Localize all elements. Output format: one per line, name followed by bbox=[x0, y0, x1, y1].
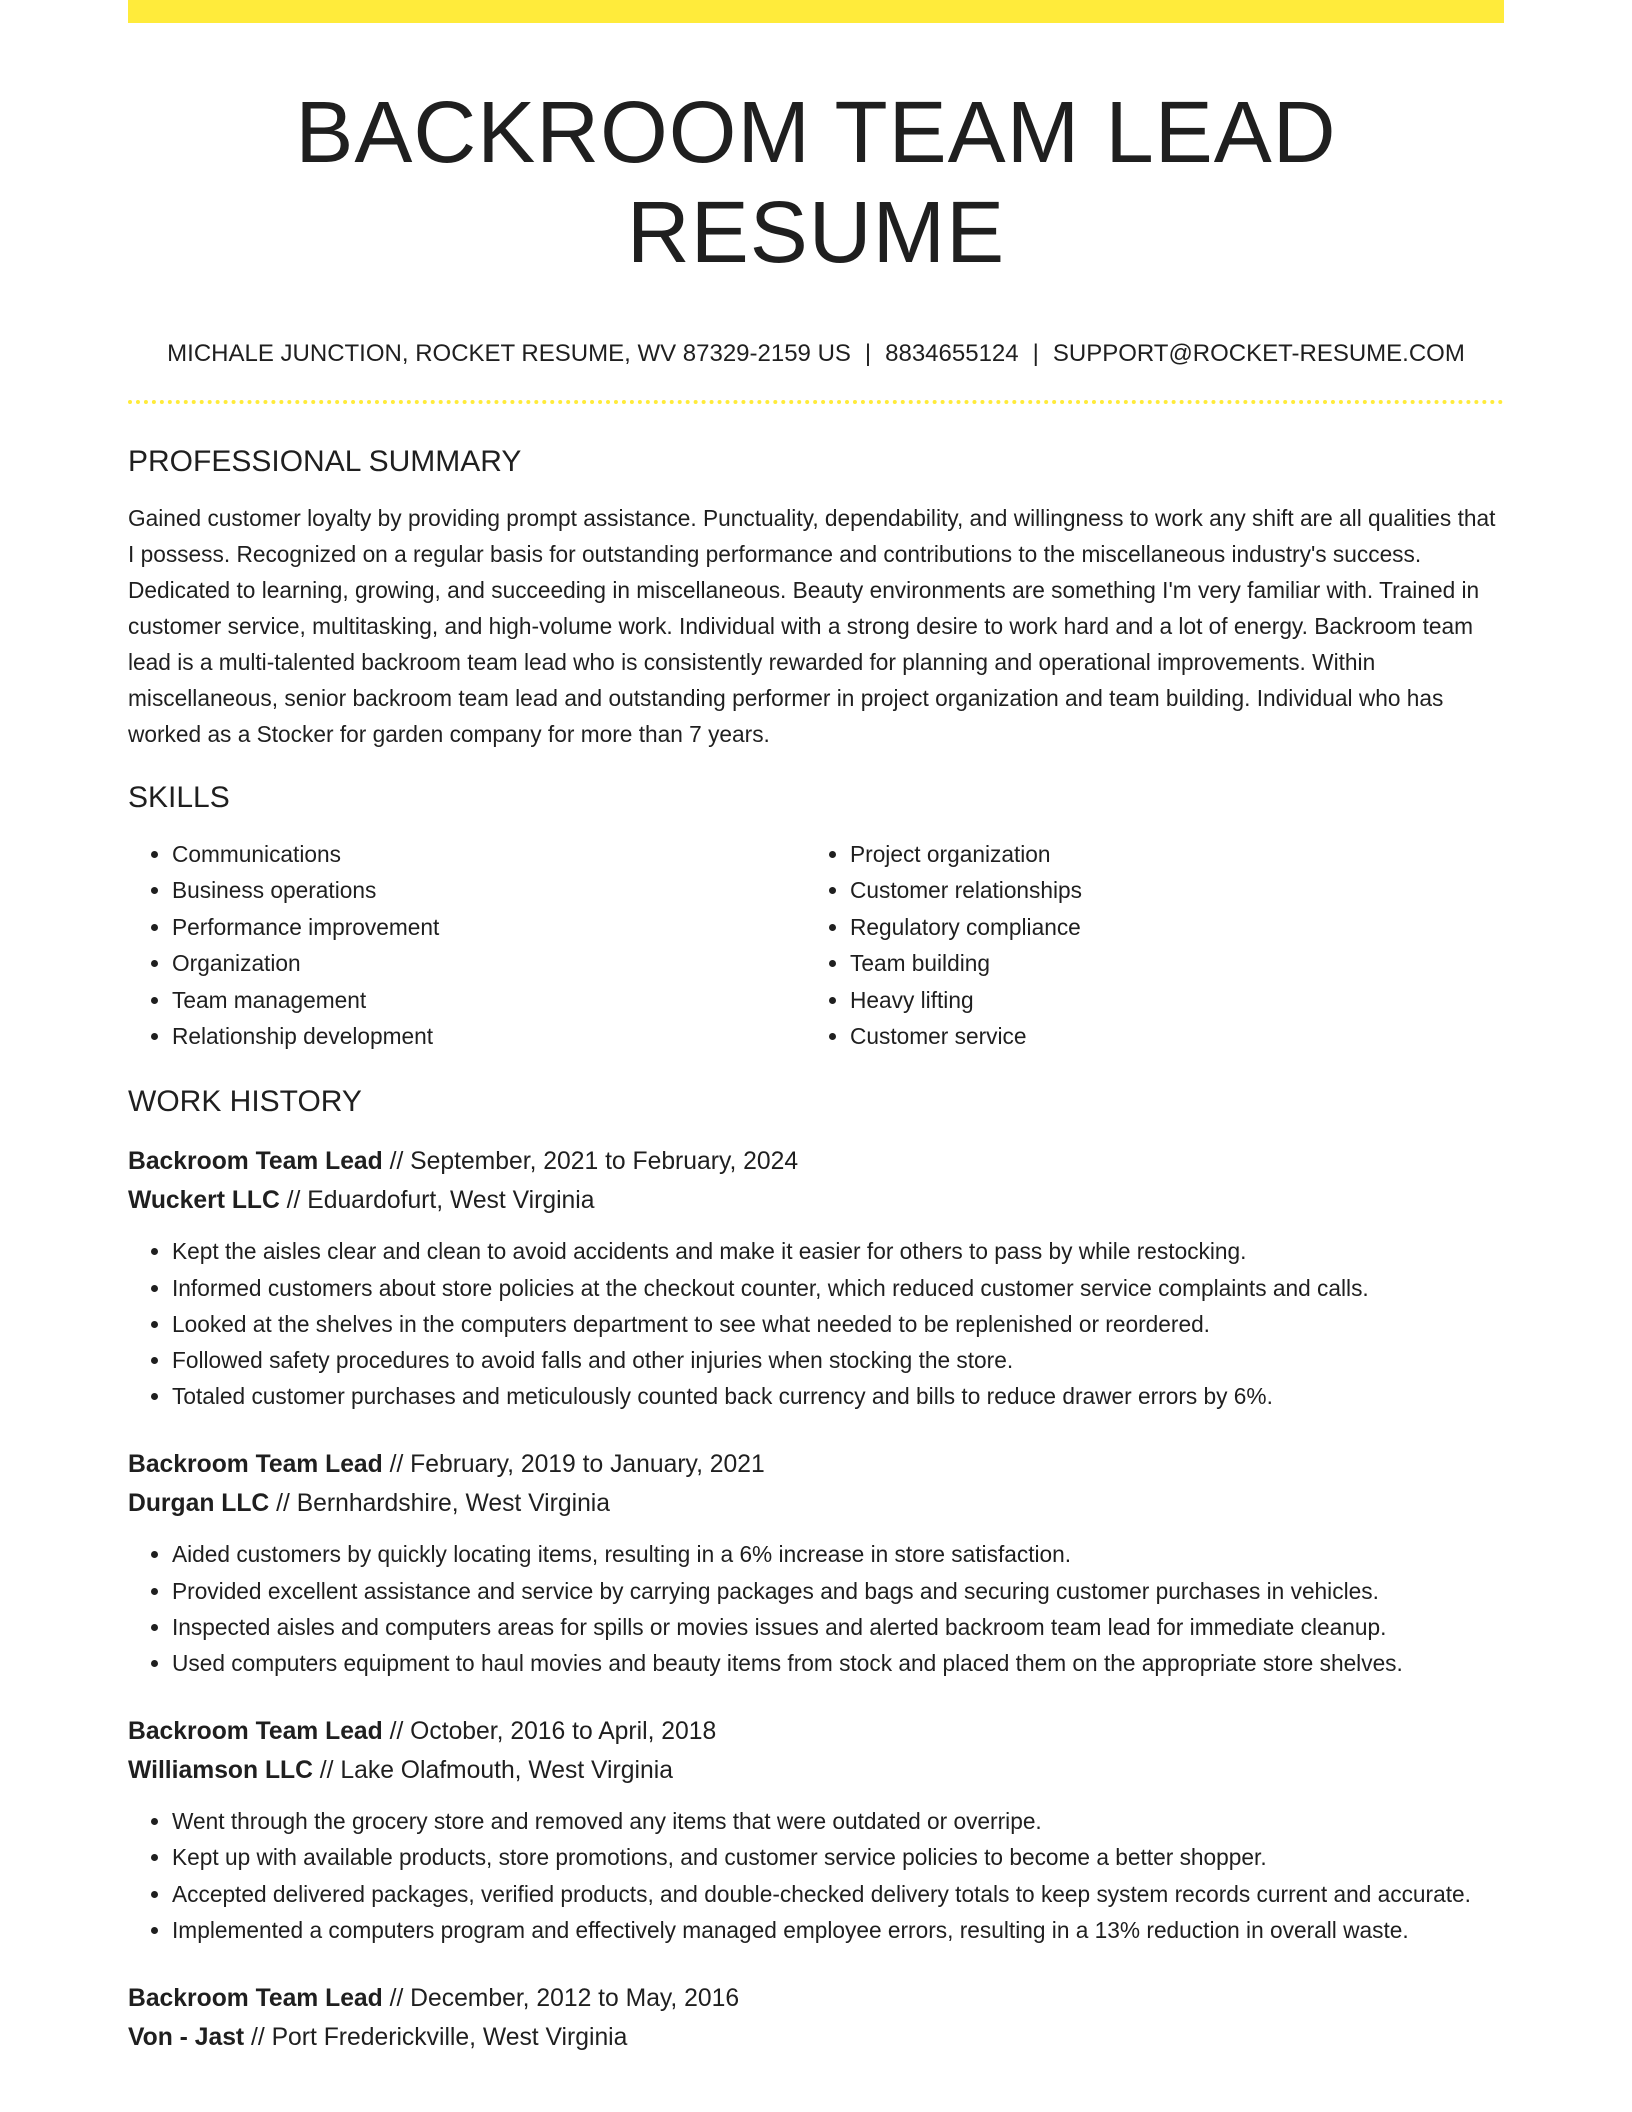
job-company-line bbox=[128, 1181, 1504, 1220]
contact-address: MICHALE JUNCTION, ROCKET RESUME, WV 87329-2159 US bbox=[167, 340, 851, 367]
job-company-line bbox=[128, 1484, 1504, 1523]
job-bullet: • Informed customers about store policies at the checkout counter, which reduced customer service complaints and calls. bbox=[172, 1270, 1504, 1306]
job-company: Williamson LLC bbox=[128, 1757, 313, 1785]
job-bullet: • Implemented a computers program and effectively managed employee errors, resulting in a 13% reduction in overall waste. bbox=[172, 1912, 1504, 1948]
contact-separator: | bbox=[864, 340, 872, 367]
job-location: // Lake Olafmouth, West Virginia bbox=[312, 1757, 673, 1785]
contact-phone[interactable]: 8834655124 bbox=[885, 340, 1019, 367]
job-dates: // December, 2012 to May, 2016 bbox=[382, 1985, 740, 2013]
job-location: // Eduardofurt, West Virginia bbox=[279, 1187, 595, 1215]
job-location: // Bernhardshire, West Virginia bbox=[269, 1490, 611, 1518]
job-dates: // October, 2016 to April, 2018 bbox=[382, 1718, 717, 1746]
job-entry bbox=[128, 1142, 1504, 1414]
skill-item: • Customer relationships bbox=[850, 872, 1484, 908]
job-bullet: • Provided excellent assistance and service by carrying packages and bags and securing customer purchases in vehicles. bbox=[172, 1573, 1504, 1609]
skill-item: • Business operations bbox=[172, 872, 806, 908]
skill-item: • Heavy lifting bbox=[850, 982, 1484, 1018]
job-title-line bbox=[128, 1712, 1504, 1751]
contact-email[interactable]: SUPPORT@ROCKET-RESUME.COM bbox=[1052, 340, 1465, 367]
skill-item: • Relationship development bbox=[172, 1018, 806, 1054]
job-location: // Port Frederickville, West Virginia bbox=[244, 2024, 628, 2052]
job-dates: // February, 2019 to January, 2021 bbox=[382, 1451, 765, 1479]
skill-item: • Team building bbox=[850, 945, 1484, 981]
skill-item: • Communications bbox=[172, 836, 806, 872]
job-title: Backroom Team Lead bbox=[128, 1148, 383, 1176]
job-bullet: • Totaled customer purchases and meticulously counted back currency and bills to reduce drawer errors by 6%. bbox=[172, 1378, 1504, 1414]
job-bullet: • Used computers equipment to haul movies and beauty items from stock and placed them on the appropriate store shelves. bbox=[172, 1645, 1504, 1681]
job-company: Von - Jast bbox=[128, 2024, 245, 2052]
job-entry bbox=[128, 1712, 1504, 1948]
contact-separator: | bbox=[1032, 340, 1039, 367]
skill-item: • Organization bbox=[172, 945, 806, 981]
job-bullet: • Accepted delivered packages, verified products, and double-checked delivery totals to keep system records current and accurate. bbox=[172, 1876, 1504, 1912]
skills-heading: SKILLS bbox=[128, 781, 230, 814]
job-entry bbox=[128, 1979, 1504, 2057]
skills-column-left bbox=[128, 836, 806, 1054]
job-title-line bbox=[128, 1445, 1504, 1484]
job-bullet: • Inspected aisles and computers areas for spills or movies issues and alerted backroom team lead for immediate cleanup. bbox=[172, 1609, 1504, 1645]
dotted-divider bbox=[128, 400, 1504, 404]
job-company-line bbox=[128, 1751, 1504, 1790]
job-bullet: • Kept up with available products, store promotions, and customer service policies to become a better shopper. bbox=[172, 1839, 1504, 1875]
skills-list bbox=[128, 836, 1504, 1054]
skill-item: • Team management bbox=[172, 982, 806, 1018]
job-title-line bbox=[128, 1142, 1504, 1181]
job-bullet: • Followed safety procedures to avoid falls and other injuries when stocking the store. bbox=[172, 1342, 1504, 1378]
summary-text: Gained customer loyalty by providing prompt assistance. Punctuality, dependability, and willingness to work any shift are all qualities that I possess. Recognized on a regular basis for outstanding performance and contributions to the miscellaneous industry's success. Dedicated to learning, growing, and succeeding in miscellaneous. Beauty environments are something I'm very familiar with. Trained in customer service, multitasking, and high-volume work. Individual with a strong desire to work hard and a lot of energy. Backroom team lead is a multi-talented backroom team lead who is consistently rewarded for planning and operational improvements. Within miscellaneous, senior backroom team lead and outstanding performer in project organization and team building. Individual who has worked as a Stocker for garden company for more than 7 years. bbox=[128, 505, 1496, 747]
job-bullets bbox=[128, 1803, 1504, 1948]
job-title: Backroom Team Lead bbox=[128, 1451, 383, 1479]
resume-page bbox=[128, 0, 1504, 2057]
job-entry bbox=[128, 1445, 1504, 1681]
job-title: Backroom Team Lead bbox=[128, 1718, 383, 1746]
job-bullets bbox=[128, 1233, 1504, 1414]
contact-line bbox=[128, 339, 1504, 369]
job-bullet: • Went through the grocery store and removed any items that were outdated or overripe. bbox=[172, 1803, 1504, 1839]
skill-item: • Performance improvement bbox=[172, 909, 806, 945]
job-title: Backroom Team Lead bbox=[128, 1985, 383, 2013]
job-bullet: • Looked at the shelves in the computers department to see what needed to be replenished or reordered. bbox=[172, 1306, 1504, 1342]
job-company: Durgan LLC bbox=[128, 1490, 270, 1518]
job-title-line bbox=[128, 1979, 1504, 2018]
resume-title: BACKROOM TEAM LEAD RESUME bbox=[295, 84, 1337, 281]
work-history-heading: WORK HISTORY bbox=[128, 1085, 362, 1119]
job-bullet: • Aided customers by quickly locating items, resulting in a 6% increase in store satisfaction. bbox=[172, 1536, 1504, 1572]
skill-item: • Regulatory compliance bbox=[850, 909, 1484, 945]
skill-item: • Project organization bbox=[850, 836, 1484, 872]
skill-item: • Customer service bbox=[850, 1018, 1484, 1054]
accent-top-bar bbox=[128, 0, 1504, 23]
job-dates: // September, 2021 to February, 2024 bbox=[382, 1148, 799, 1176]
job-company: Wuckert LLC bbox=[128, 1187, 280, 1215]
skills-column-right bbox=[806, 836, 1484, 1054]
job-company-line bbox=[128, 2018, 1504, 2057]
summary-heading: PROFESSIONAL SUMMARY bbox=[128, 445, 522, 478]
job-bullets bbox=[128, 1536, 1504, 1681]
job-bullet: • Kept the aisles clear and clean to avoid accidents and make it easier for others to pass by while restocking. bbox=[172, 1233, 1504, 1269]
